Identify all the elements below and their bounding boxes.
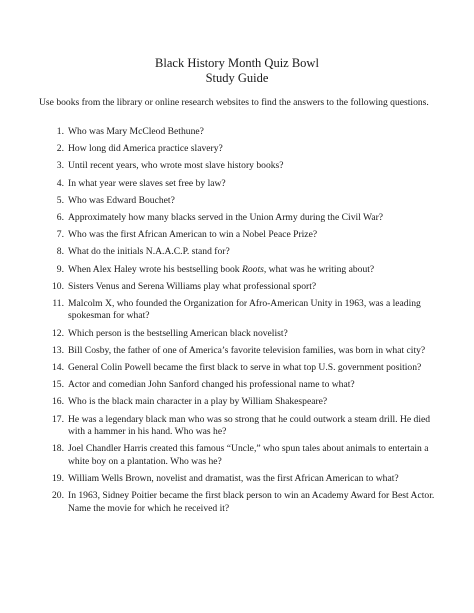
page-subtitle: Study Guide xyxy=(205,71,269,85)
question-text xyxy=(68,246,439,259)
question-text xyxy=(68,298,439,323)
question-item xyxy=(39,212,439,225)
question-number: 8. xyxy=(56,246,64,258)
question-number: 10. xyxy=(52,280,64,292)
question-text-segment: General Colin Powell became the first black to serve in what top U.S. government position? xyxy=(68,362,422,374)
question-text-segment: In what year were slaves set free by law? xyxy=(68,177,226,189)
question-text-segment: Who was Edward Bouchet? xyxy=(68,194,175,206)
question-item xyxy=(39,229,439,242)
question-text-segment: Joel Chandler Harris created this famous “Uncle,” who spun tales about animals to entertain a white boy on a plantation. Who was he? xyxy=(68,443,429,467)
question-number: 15. xyxy=(52,379,64,391)
question-text xyxy=(68,264,439,277)
question-text-segment: He was a legendary black man who was so strong that he could outwork a steam drill. He died with a hammer in his hand. Who was he? xyxy=(68,413,431,438)
question-text xyxy=(68,229,439,242)
question-text-segment: Which person is the bestselling American black novelist? xyxy=(68,327,288,339)
question-text xyxy=(68,178,439,191)
question-text xyxy=(68,362,439,375)
question-item xyxy=(39,298,439,323)
question-number: 3. xyxy=(56,160,64,172)
question-number: 5. xyxy=(56,194,64,206)
question-text xyxy=(68,443,439,468)
question-item xyxy=(39,328,439,341)
question-text-segment: In 1963, Sidney Poitier became the first black person to win an Academy Award for Best Actor. Name the movie for which he received it? xyxy=(68,490,435,514)
question-number: 14. xyxy=(52,362,64,374)
question-item xyxy=(39,345,439,358)
question-item xyxy=(39,264,439,277)
title-block xyxy=(0,56,474,86)
page-title: Black History Month Quiz Bowl xyxy=(155,56,319,70)
question-item xyxy=(39,362,439,375)
question-item xyxy=(39,160,439,173)
question-number: 4. xyxy=(56,177,64,189)
question-text xyxy=(68,195,439,208)
question-text-segment: Who was the first African American to win a Nobel Peace Prize? xyxy=(68,229,318,241)
question-item xyxy=(39,379,439,392)
question-text xyxy=(68,379,439,392)
question-item xyxy=(39,490,439,515)
question-item xyxy=(39,473,439,486)
question-number: 16. xyxy=(52,396,64,408)
question-text xyxy=(68,160,439,173)
question-number: 6. xyxy=(56,211,64,223)
question-number: 1. xyxy=(56,126,64,137)
question-text-segment: What do the initials N.A.A.C.P. stand for? xyxy=(68,246,230,258)
question-text-segment: When Alex Haley wrote his bestselling book xyxy=(68,263,242,275)
question-text xyxy=(68,396,439,409)
question-number: 17. xyxy=(52,413,64,425)
question-text-segment: Until recent years, who wrote most slave history books? xyxy=(68,160,284,172)
question-number: 7. xyxy=(56,229,64,241)
book-title: Roots xyxy=(242,263,264,275)
question-item xyxy=(39,195,439,208)
question-text xyxy=(68,414,439,439)
question-text-segment: William Wells Brown, novelist and dramatist, was the first African American to what? xyxy=(68,473,399,485)
question-number: 20. xyxy=(52,490,64,502)
question-text xyxy=(68,473,439,486)
question-number: 9. xyxy=(56,263,64,275)
question-item xyxy=(39,396,439,409)
question-text xyxy=(68,281,439,294)
question-number: 2. xyxy=(56,143,64,155)
question-item xyxy=(39,126,439,139)
question-item xyxy=(39,414,439,439)
question-text xyxy=(68,345,439,358)
question-item xyxy=(39,143,439,156)
question-text xyxy=(68,126,439,139)
question-text xyxy=(68,490,439,515)
question-number: 13. xyxy=(52,344,64,356)
question-text-segment: Who is the black main character in a play by William Shakespeare? xyxy=(68,396,328,408)
question-item xyxy=(39,281,439,294)
question-text-segment: Approximately how many blacks served in the Union Army during the Civil War? xyxy=(68,211,384,223)
question-number: 19. xyxy=(52,473,64,485)
question-text-segment: How long did America practice slavery? xyxy=(68,143,223,155)
question-list xyxy=(39,126,439,520)
question-item xyxy=(39,246,439,259)
question-text xyxy=(68,212,439,225)
question-text xyxy=(68,143,439,156)
question-text-segment: Malcolm X, who founded the Organization for Afro-American Unity in 1963, was a leading spokesman for what? xyxy=(68,297,421,322)
question-text-segment: Bill Cosby, the father of one of America’s favorite television families, was born in what city? xyxy=(68,344,426,356)
question-text-segment: Sisters Venus and Serena Williams play what professional sport? xyxy=(68,280,317,292)
question-item xyxy=(39,443,439,468)
question-number: 12. xyxy=(52,327,64,339)
question-number: 11. xyxy=(52,297,64,309)
intro-paragraph: Use books from the library or online research websites to find the answers to the following questions. xyxy=(39,97,429,108)
question-text xyxy=(68,328,439,341)
question-text-segment: Actor and comedian John Sanford changed his professional name to what? xyxy=(68,379,355,391)
question-text-segment: Who was Mary McCleod Bethune? xyxy=(68,126,204,137)
question-item xyxy=(39,178,439,191)
question-text-segment: , what was he writing about? xyxy=(263,263,375,275)
question-number: 18. xyxy=(52,443,64,455)
